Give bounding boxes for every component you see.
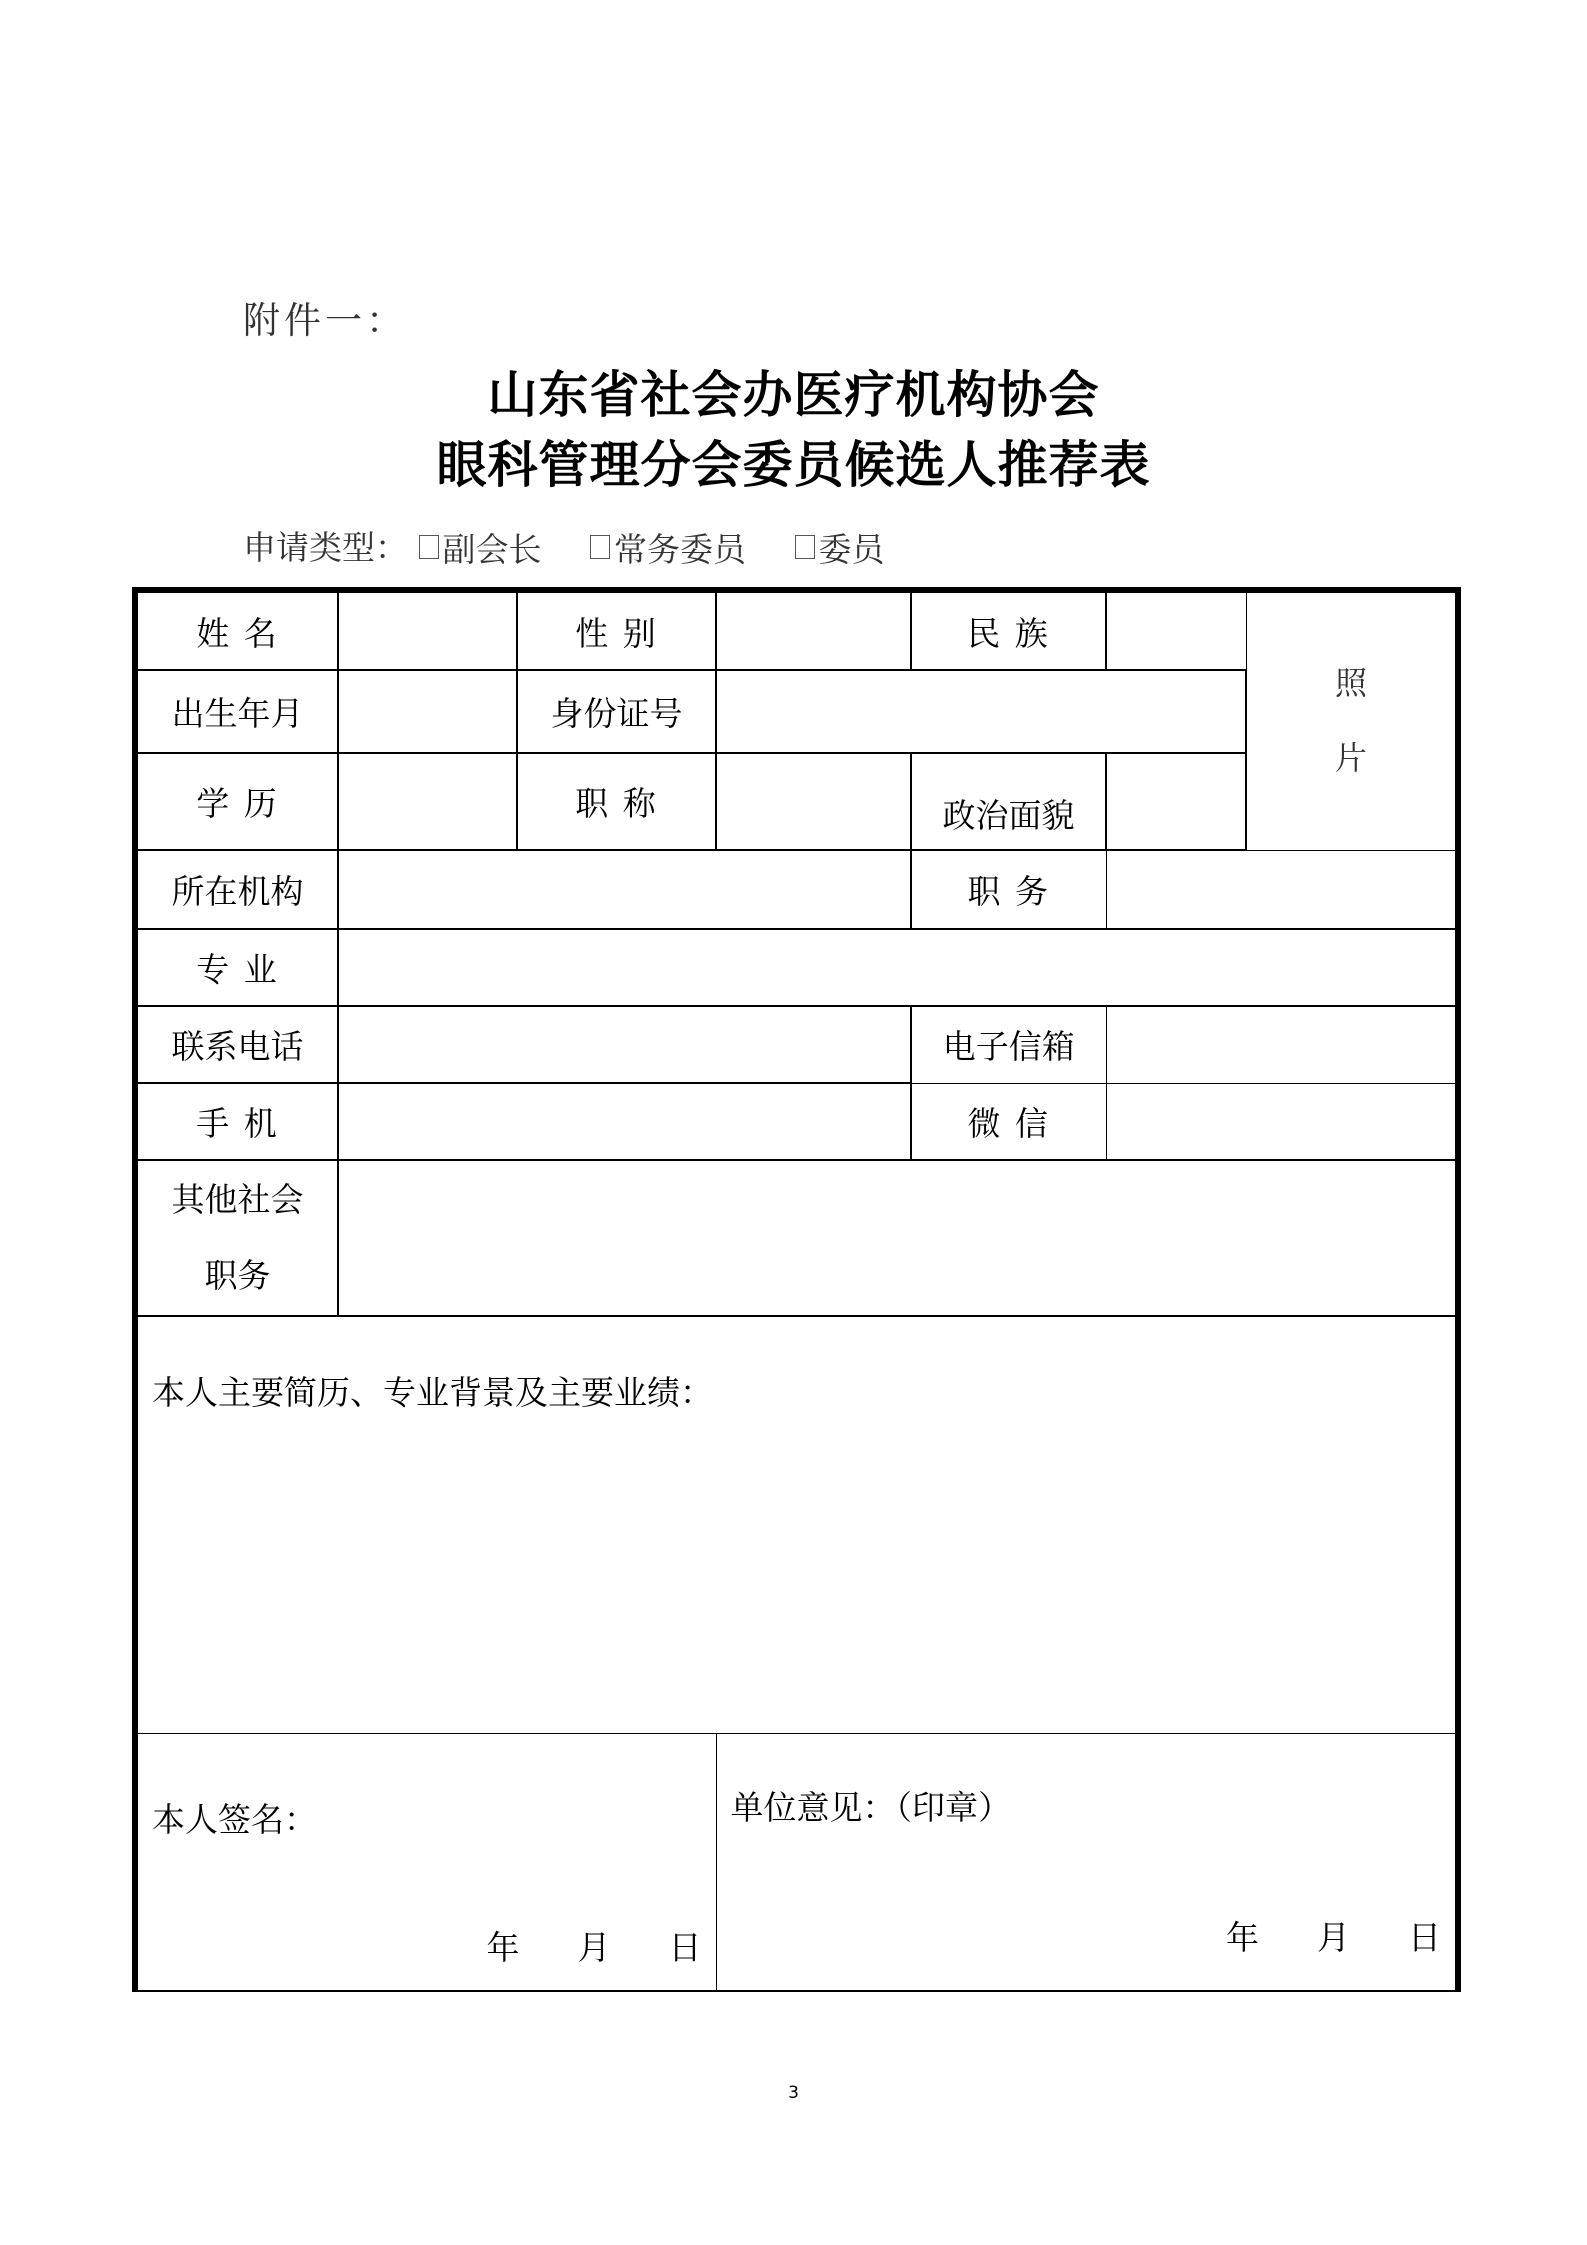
gender-field[interactable] (716, 590, 911, 670)
document-title-line2: 眼科管理分会委员候选人推荐表 (436, 436, 1151, 494)
title-field[interactable] (716, 753, 911, 850)
education-label: 学 历 (135, 753, 338, 850)
other-roles-label-line2: 职务 (204, 1256, 271, 1295)
ethnicity-label: 民 族 (911, 590, 1106, 670)
photo-label-1: 照 (1334, 664, 1367, 703)
application-type (243, 522, 923, 571)
id-number-label: 身份证号 (517, 670, 716, 753)
checkbox-icon[interactable] (590, 535, 610, 559)
attachment-label: 附件一： (243, 299, 407, 342)
recommendation-form-table (132, 587, 1461, 1992)
checkbox-icon[interactable] (419, 535, 439, 559)
resume-section[interactable] (135, 1316, 1458, 1733)
unit-opinion-section[interactable] (716, 1733, 1458, 1991)
application-type-label: 申请类型： (243, 528, 408, 567)
option-standing-member[interactable] (590, 524, 746, 571)
name-label: 姓 名 (135, 590, 338, 670)
education-field[interactable] (338, 753, 517, 850)
signature-date: 年 月 日 (486, 1927, 702, 1967)
unit-opinion-label: 单位意见：（印章） (730, 1787, 1011, 1827)
resume-label: 本人主要简历、专业背景及主要业绩： (152, 1373, 713, 1412)
unit-opinion-date: 年 月 日 (1226, 1917, 1441, 1957)
option-vice-president[interactable] (419, 524, 542, 571)
other-roles-label-line1: 其他社会 (171, 1180, 304, 1219)
photo-label-2: 片 (1334, 739, 1367, 778)
birth-label: 出生年月 (135, 670, 338, 753)
institution-label: 所在机构 (135, 850, 338, 929)
option-label: 副会长 (442, 529, 542, 569)
option-label: 委员 (818, 529, 885, 569)
document-title-line1: 山东省社会办医疗机构协会 (487, 366, 1100, 424)
checkbox-icon[interactable] (795, 535, 815, 559)
other-roles-field[interactable] (338, 1160, 1458, 1316)
id-number-field[interactable] (716, 670, 1246, 753)
wechat-label: 微 信 (911, 1083, 1106, 1160)
photo-placeholder[interactable] (1246, 590, 1458, 850)
position-field[interactable] (1106, 850, 1458, 929)
email-label: 电子信箱 (911, 1006, 1106, 1083)
gender-label: 性 别 (517, 590, 716, 670)
phone-label: 联系电话 (135, 1006, 338, 1083)
specialty-field[interactable] (338, 929, 1458, 1006)
institution-field[interactable] (338, 850, 911, 929)
name-field[interactable] (338, 590, 517, 670)
wechat-field[interactable] (1106, 1083, 1458, 1160)
political-status-label: 政治面貌 (911, 753, 1106, 850)
signature-section[interactable] (135, 1733, 716, 1991)
specialty-label: 专 业 (135, 929, 338, 1006)
title-label: 职 称 (517, 753, 716, 850)
option-member[interactable] (795, 524, 885, 571)
position-label: 职 务 (911, 850, 1106, 929)
email-field[interactable] (1106, 1006, 1458, 1083)
mobile-field[interactable] (338, 1083, 911, 1160)
ethnicity-field[interactable] (1106, 590, 1246, 670)
other-roles-label (135, 1160, 338, 1316)
mobile-label: 手 机 (135, 1083, 338, 1160)
political-status-field[interactable] (1106, 753, 1246, 850)
page-number: 3 (788, 2083, 799, 2103)
phone-field[interactable] (338, 1006, 911, 1083)
option-label: 常务委员 (614, 529, 746, 569)
signature-label: 本人签名： (152, 1799, 317, 1839)
birth-field[interactable] (338, 670, 517, 753)
